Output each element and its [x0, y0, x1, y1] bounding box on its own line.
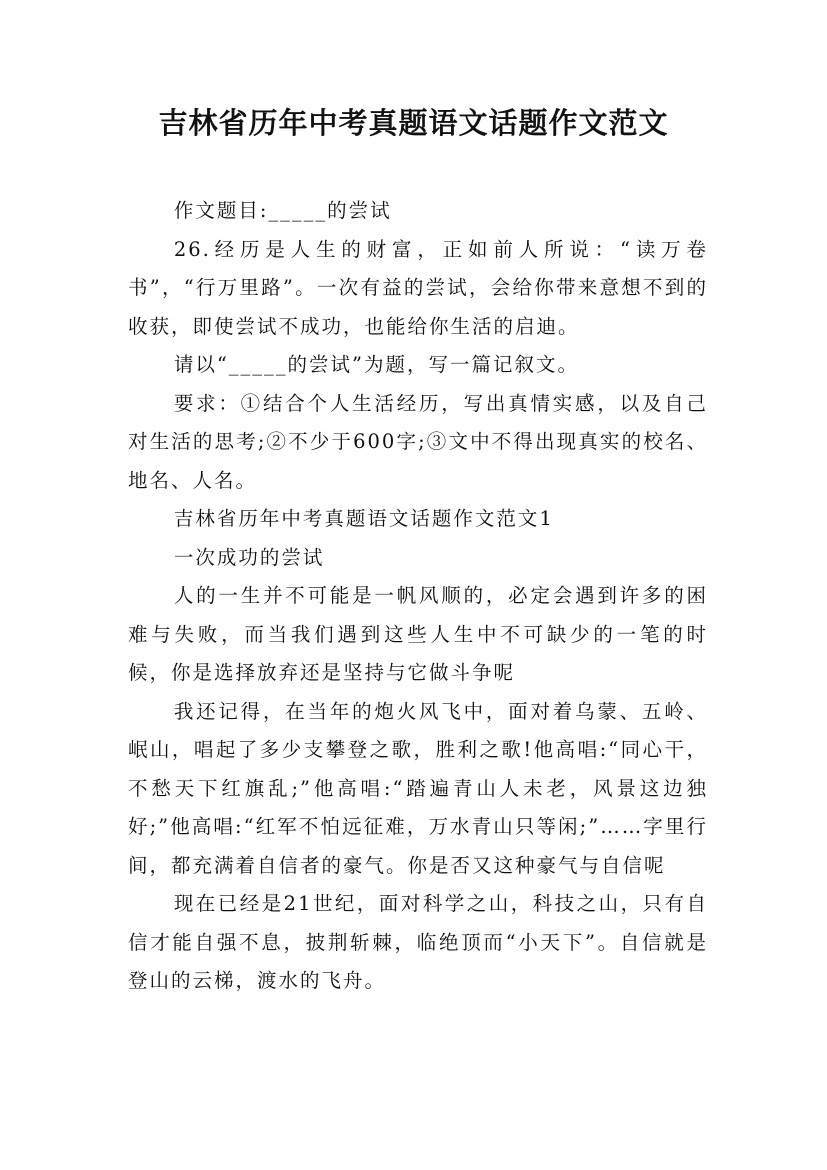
document-title: 吉林省历年中考真题语文话题作文范文: [158, 106, 669, 140]
essay-topic-line: 作文题目:_____的尝试: [173, 199, 392, 222]
instruction-paragraph: 请以“_____的尝试”为题，写一篇记叙文。: [173, 353, 580, 376]
question-paragraph: 26.经历是人生的财富，正如前人所说：“读万卷书”，“行万里路”。一次有益的尝试，会给你带来意想不到的收获，即使尝试不成功，也能给你生活的启迪。: [128, 237, 708, 338]
document-body: [128, 192, 708, 1001]
sample-heading: 吉林省历年中考真题语文话题作文范文1: [173, 507, 554, 530]
requirements-paragraph: 要求：①结合个人生活经历，写出真情实感，以及自己对生活的思考;②不少于600字;③文中不得出现真实的校名、地名、人名。: [128, 391, 708, 492]
essay-title: 一次成功的尝试: [173, 545, 325, 569]
essay-paragraph: 现在已经是21世纪，面对科学之山，科技之山，只有自信才能自强不息，披荆斩棘，临绝顶而“小天下”。自信就是登山的云梯，渡水的飞舟。: [128, 892, 708, 992]
essay-paragraph: 我还记得，在当年的炮火风飞中，面对着乌蒙、五岭、岷山，唱起了多少支攀登之歌，胜利之歌!他高唱:“同心干，不愁天下红旗乱;”他高唱:“踏遍青山人未老，风景这边独好;”他高唱:“红军不怕远征难，万水青山只等闲;”……字里行间，都充满着自信者的豪气。你是否又这种豪气与自信呢: [128, 699, 708, 877]
essay-paragraph: 人的一生并不可能是一帆风顺的，必定会遇到许多的困难与失败，而当我们遇到这些人生中不可缺少的一笔的时候，你是选择放弃还是坚持与它做斗争呢: [128, 584, 708, 684]
